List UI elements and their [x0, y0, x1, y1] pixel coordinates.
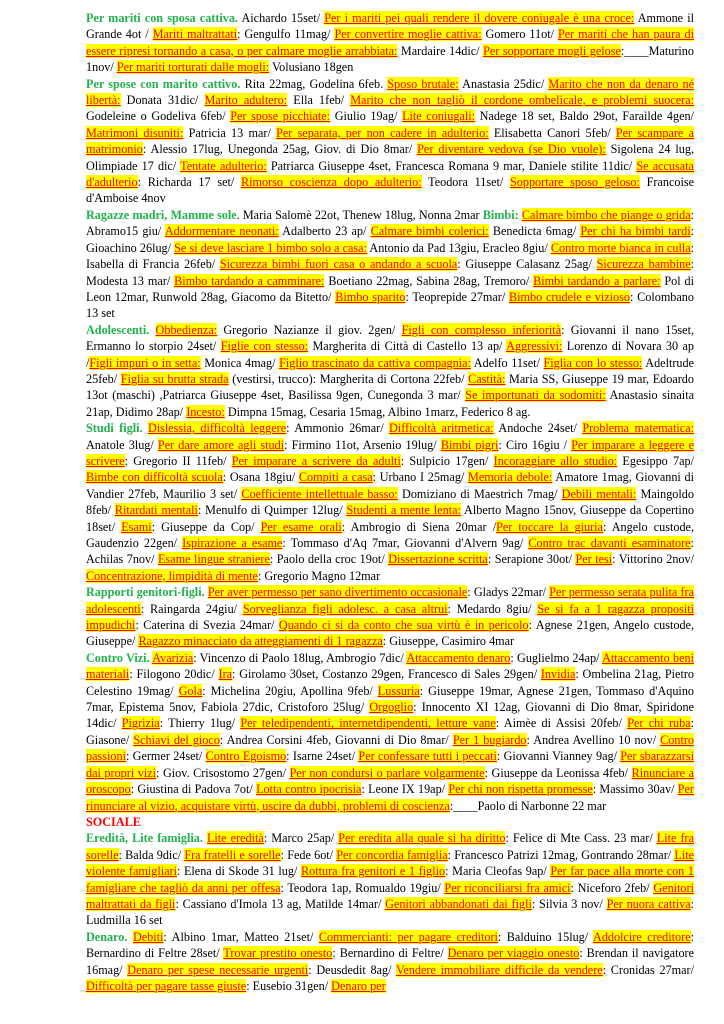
- highlighted-topic: Per teledipendenti, internetdipendenti, letture vane: [240, 716, 496, 731]
- saint-list-text: : Bernardino di Feltre 28set/: [86, 929, 694, 961]
- saint-list-text: : Ammonio 26mar/: [286, 421, 389, 436]
- highlighted-topic: Ragazzo minacciato da atteggiamenti di 1 ragazza: [138, 634, 383, 649]
- section-title: Eredità, Lite famiglia.: [86, 831, 203, 846]
- saint-list-text: : Francesco Patrizi 12mag, Gontrando 28mar/: [447, 847, 675, 862]
- saint-list-text: : Silvia 3 nov/: [531, 896, 607, 911]
- saint-list-text: : Girolamo 30set, Costanzo 29gen, Francesco di Sales 29gen/: [232, 667, 541, 682]
- saint-list-text: : Ombelina 21ag, Pietro Celestino 19mag/: [86, 667, 695, 698]
- highlighted-topic: Per sopportare mogli gelose: [483, 43, 621, 58]
- highlighted-topic: Sicurezza bimbi fuori casa o andando a scuola: [219, 257, 458, 272]
- highlighted-topic: Per imparare a scrivere da adulti: [231, 453, 401, 468]
- highlighted-topic: Bimbi pigri: [440, 437, 499, 452]
- highlighted-topic: Per riconciliarsi fra amici: [444, 880, 571, 895]
- saint-list-text: : Giuseppe, Casimiro 4mar: [382, 634, 515, 649]
- highlighted-topic: Lotta contro ipocrisia: [256, 782, 362, 797]
- highlighted-topic: Per aver permesso per sano divertimento occasionale: [207, 585, 468, 600]
- saint-list-text: : Isarne 24set/: [286, 749, 359, 764]
- saint-list-text: : Brendan il navigatore 16mag/: [86, 946, 695, 977]
- highlighted-topic: Figlie con stesso:: [220, 339, 309, 354]
- saint-list-text: Pol di Leon 12mar, Runwold 28ag, Giacomo da Bitetto/: [86, 273, 694, 304]
- highlighted-topic: Denaro per viaggio onesto: [447, 946, 580, 961]
- highlighted-topic: Tentate adulterio:: [180, 158, 267, 173]
- saint-list-text: :____Maturino 1nov/: [86, 43, 694, 75]
- saint-list-text: : Massimo 30av/: [592, 782, 678, 797]
- saint-list-text: : Paolo della croc 19ot/: [269, 552, 389, 567]
- highlighted-topic: Per non condursi o parlare volgarmente: [289, 765, 485, 780]
- saint-list-text: : Leone IX 19ap/: [361, 782, 449, 797]
- highlighted-topic: Marito che non tagliò il cordone ombelicale, e problemi suocera:: [350, 93, 694, 108]
- saint-list-text: : Marco 25ap/: [263, 831, 339, 846]
- saint-list-text: : Osana 18giu/: [222, 470, 299, 485]
- saint-list-text: Antonio da Pad 13giu, Eracleo 8giu/: [366, 240, 551, 255]
- highlighted-topic: Contro Egoismo: [205, 749, 287, 764]
- highlighted-topic: Lite eredità: [206, 831, 264, 846]
- saint-list-text: : Balduino 15lug/: [497, 929, 594, 944]
- highlighted-topic: Bimbo tardando a camminare:: [174, 273, 325, 288]
- saint-list-text: Giulio 19ag/: [330, 109, 403, 124]
- highlighted-topic: Bimbe con difficoltà scuola: [86, 470, 223, 485]
- saint-list-text: : Innocento XI 12ag, Giovanni di Dio 8mar, Spiridone 14dic/: [86, 700, 695, 731]
- saint-list-text: : Giuseppe 19mar, Agnese 21gen, Tommaso d'Aquino 7mar, Epistema 5nov, Fabiola 27dic, Cristoforo 25lug/: [86, 683, 695, 715]
- highlighted-topic: Per permesso serata pulita fra adolescenti: [86, 585, 695, 616]
- highlighted-topic: Avarizia: [152, 650, 194, 665]
- highlighted-topic: Invidia: [540, 667, 576, 682]
- highlighted-topic: Sorveglianza figli adolesc. a casa altrui: [242, 601, 448, 616]
- saint-list-text: : Michelina 20giu, Apollina 9feb/: [202, 683, 378, 698]
- saint-list-text: Aichardo 15set/: [238, 11, 325, 25]
- highlighted-topic: Contro trac davanti esaminatore: [528, 536, 691, 550]
- highlighted-topic: Obbedienza:: [155, 322, 218, 337]
- highlighted-topic: Esami: [121, 519, 152, 534]
- saint-list-text: : Vittorino 2nov/: [612, 552, 695, 567]
- paragraph: [86, 420, 694, 584]
- saint-list-text: Patricia 13 mar/: [183, 125, 277, 140]
- highlighted-topic: Per 1 bugiardo: [452, 732, 527, 747]
- highlighted-topic: Per sbarazzarsi dai propri vizi: [86, 749, 694, 780]
- saint-list-text: : Urbano I 25mag/: [372, 470, 468, 485]
- saint-list-text: (vestirsi, trucco): Margherita di Cortona 22feb/: [228, 371, 469, 386]
- paragraph: [86, 650, 694, 814]
- highlighted-topic: Per esame orali: [260, 519, 342, 534]
- highlighted-topic: Pigrizia: [121, 716, 160, 731]
- saint-list-text: Anastasio sinaita 21ap, Didimo 28ap/: [86, 388, 694, 419]
- saint-list-text: : Ludmilla 16 set: [86, 896, 694, 928]
- saint-list-text: : Thierry 1lug/: [159, 716, 241, 731]
- highlighted-topic: Figli impuri o in setta:: [89, 355, 201, 370]
- saint-list-text: : Giov. Crisostomo 27gen/: [156, 765, 290, 780]
- highlighted-topic: Schiavi del gioco: [133, 732, 220, 747]
- highlighted-topic: Matrimoni disuniti:: [86, 125, 184, 140]
- highlighted-topic: Genitori abbandonati dai figli: [385, 896, 532, 911]
- highlighted-topic: Marito adultero:: [204, 93, 288, 108]
- saint-list-text: Amatore 1mag, Giovanni di Vandier 27feb, Maurilio 3 set/: [86, 470, 694, 501]
- saint-list-text: : Abramo15 giu/: [86, 207, 694, 239]
- saint-list-text: Margherita di Città di Castello 13 ap/: [308, 339, 507, 354]
- highlighted-topic: Se accusata d'adulterio: [86, 158, 694, 190]
- highlighted-topic: Addormentare neonati:: [164, 224, 279, 239]
- highlighted-topic: Vendere immobiliare difficile da vendere: [395, 962, 603, 977]
- saint-list-text: : Bernardino di Feltre/: [332, 946, 448, 961]
- highlighted-topic: Castità:: [468, 371, 506, 386]
- saint-list-text: Ammone il Grande 4ot /: [86, 11, 694, 42]
- saint-list-text: : Deusdedit 8ag/: [308, 962, 396, 977]
- saint-list-text: Godeleine o Godeliva 6feb/: [86, 109, 231, 124]
- saint-list-text: : Richarda 17 set/: [137, 175, 241, 190]
- highlighted-topic: Per chi ruba: [627, 716, 691, 731]
- saint-list-text: Egesippo 7ap/: [617, 453, 694, 468]
- saint-list-text: : Modesta 13 mar/: [86, 257, 695, 288]
- saint-list-text: : Gioachino 26lug/: [86, 224, 694, 255]
- section-title: Denaro.: [86, 929, 128, 944]
- saint-list-text: : Gengulfo 11mag/: [237, 27, 335, 42]
- highlighted-topic: Per scampare a matrimonio: [86, 125, 694, 157]
- highlighted-topic: Bimbi tardando a parlare:: [533, 273, 661, 288]
- highlighted-topic: Aggressivi:: [506, 339, 563, 354]
- saint-list-text: Anatole 3lug/: [86, 437, 158, 452]
- highlighted-topic: Se importunati da sodomiti:: [465, 388, 606, 403]
- highlighted-topic: Fra fratelli e sorelle: [184, 847, 281, 862]
- saint-list-text: : Eusebio 31gen/: [246, 978, 332, 993]
- highlighted-topic: Rottura fra genitori e 1 figlio: [301, 864, 446, 879]
- highlighted-topic: Esame lingue straniere: [157, 552, 270, 567]
- saint-list-text: : Andrea Corsini 4feb, Giovanni di Dio 8mar/: [219, 732, 453, 747]
- highlighted-topic: Attaccamento beni materiali: [86, 650, 694, 682]
- highlighted-topic: Calmare bimbo che piange o grida: [521, 207, 691, 222]
- highlighted-topic: Per eredita alla quale si ha diritto: [338, 831, 506, 846]
- section-title: Contro Vizi.: [86, 650, 150, 665]
- saint-list-text: Nadege 18 set, Baldo 29ot, Faraìlde 4gen/: [475, 109, 694, 124]
- highlighted-topic: Se si deve lasciare 1 bimbo solo a casa:: [174, 240, 367, 255]
- highlighted-topic: Se si fa a 1 ragazza propositi impudichi: [86, 601, 695, 633]
- saint-list-text: Ella 1feb/: [287, 93, 351, 108]
- saint-list-text: Maria SS, Giuseppe 19 mar, Edoardo 13ot (maschi) ,Patriarca Giuseppe 4set, Basilissa 9gen, Cunegonda 3 mar/: [86, 371, 694, 403]
- paragraph: [86, 830, 694, 928]
- highlighted-topic: Figlio trascinato da cattiva compagnia:: [279, 355, 471, 370]
- saint-list-text: Volusiano 18gen: [269, 60, 354, 75]
- paragraph: [86, 76, 694, 207]
- section-title: Adolescenti.: [86, 322, 150, 337]
- highlighted-topic: Debili mentali:: [561, 486, 637, 501]
- highlighted-topic: Ira: [218, 667, 233, 682]
- saint-list-text: Maingoldo 8feb/: [86, 486, 694, 518]
- saint-list-text: : Sulpicio 17gen/: [400, 453, 494, 468]
- saint-list-text: Adelfo 11set/: [470, 355, 544, 370]
- highlighted-topic: Lite fra sorelle: [86, 831, 694, 862]
- highlighted-topic: Per mariti che han paura di essere ripresi tornando a casa, o per calmare moglie arrabbiata:: [86, 27, 695, 58]
- saint-list-text: : Giustina di Padova 7ot/: [130, 782, 257, 797]
- section-title: Per mariti con sposa cattiva.: [86, 11, 239, 25]
- saint-list-text: : Teoprepide 27mar/: [405, 289, 510, 304]
- saint-list-text: : Gladys 22mar/: [467, 585, 550, 600]
- paragraph: [86, 207, 694, 322]
- saint-list-text: : Fede 6ot/: [280, 847, 337, 862]
- paragraph: [86, 322, 694, 420]
- section-title: Rapporti genitori-figli.: [86, 585, 205, 600]
- saint-list-text: : Caterina di Svezia 24mar/: [135, 618, 279, 633]
- saint-list-text: Lorenzo di Novara 30 ap /: [86, 339, 695, 370]
- highlighted-topic: Debiti: [132, 929, 164, 944]
- highlighted-topic: Denaro per spese necessarie urgenti: [127, 962, 309, 977]
- saint-list-text: : Aimèe di Assisi 20feb/: [495, 716, 628, 731]
- highlighted-topic: Coefficiente intellettuale basso:: [241, 486, 398, 501]
- highlighted-topic: Figli con complesso inferiorità: [401, 322, 562, 337]
- saint-list-text: : Raingarda 24giu/: [140, 601, 243, 616]
- highlighted-topic: Mariti maltrattati: [152, 27, 238, 42]
- saint-list-text: : Filogono 20dic/: [129, 667, 219, 682]
- saint-list-text: : Albino 1mar, Matteo 21set/: [163, 929, 319, 944]
- saint-list-text: : Guglielmo 24ap/: [510, 650, 603, 665]
- highlighted-topic: Per dare amore agli studi: [157, 437, 285, 452]
- highlighted-topic: Sopportare sposo geloso:: [509, 175, 640, 190]
- highlighted-topic: Lite violente famigliari: [86, 847, 695, 879]
- highlighted-topic: Genitori maltrattati da figli: [86, 880, 694, 911]
- saint-list-text: : Cronidas 27mar/: [602, 962, 695, 977]
- saint-list-text: Mardaire 14dic/: [397, 43, 484, 58]
- saint-list-text: : Felice di Mte Cass. 23 mar/: [505, 831, 657, 846]
- saint-list-text: :____Paolo di Narbonne 22 mar: [449, 798, 607, 813]
- saint-list-text: Patriarca Giuseppe 4set, Francesca Romana 9 mar, Daniele stilite 11dic/: [266, 158, 637, 173]
- highlighted-topic: Ispirazione a esame: [182, 536, 283, 550]
- saint-list-text: : Menulfo di Quimper 12lug/: [197, 503, 347, 518]
- highlighted-topic: Dislessia, difficoltà leggere: [147, 421, 287, 436]
- saint-list-text: Benedicta 6mag/: [488, 224, 581, 239]
- highlighted-topic: Lussuria: [377, 683, 420, 698]
- highlighted-topic: Incesto:: [186, 404, 225, 419]
- saint-list-text: [149, 323, 155, 337]
- saint-list-text: : Angelo custode, Gaudenzio 22gen/: [86, 519, 694, 550]
- highlighted-topic: Per i mariti pei quali rendere il dovere coniugale è una croce:: [324, 11, 635, 25]
- saint-list-text: : Medardo 8giu/: [447, 601, 538, 616]
- highlighted-topic: Gola: [178, 683, 203, 698]
- saint-list-text: Dimpna 15mag, Cesaria 15mag, Albino 1marz, Federico 8 ag.: [224, 404, 531, 419]
- saint-list-text: Sigolena 24 lug, Olimpiade 17 dic/: [86, 142, 694, 173]
- saint-list-text: : Isabella di Francia 26feb/: [86, 240, 695, 272]
- highlighted-topic: Per rinunciare al vizio, acquistare virtù, uscire da dubbi, problemi di coscienza: [86, 782, 694, 813]
- saint-list-text: Adalberto 23 ap/: [278, 224, 371, 239]
- highlighted-topic: Difficoltà aritmetica:: [389, 421, 494, 436]
- highlighted-topic: Per mariti torturati dalle mogli:: [116, 60, 270, 75]
- saint-list-text: : Firmino 11ot, Arsenio 19lug/: [284, 437, 441, 452]
- highlighted-topic: Per diventare vedova (se Dio vuole):: [417, 142, 606, 157]
- highlighted-topic: Per chi non rispetta promesse: [448, 782, 593, 797]
- saint-list-text: Donata 31dic/: [120, 93, 205, 108]
- highlighted-topic: Problema matematica:: [582, 421, 694, 436]
- saint-list-text: Francoise d'Amboise 4nov: [86, 175, 694, 206]
- paragraph: [86, 584, 694, 650]
- paragraph: [86, 929, 694, 995]
- saint-list-text: : Cassiano d'Imola 13 ag, Matilde 14mar/: [175, 896, 386, 911]
- saint-list-text: . Maria Salomè 22ot, Thenew 18lug, Nonna 2mar: [236, 207, 483, 222]
- saint-list-text: : Colombano 13 set: [86, 289, 694, 321]
- highlighted-topic: Per separata, per non cadere in adulterio:: [276, 125, 489, 140]
- highlighted-topic: Per imparare a leggere e scrivere: [86, 437, 695, 468]
- saint-list-text: : Tommaso d'Aq 7mar, Giovanni d'Alvern 9ag/: [282, 536, 529, 550]
- highlighted-topic: Lite coniugali:: [402, 109, 476, 124]
- highlighted-topic: Rimorso coscienza dopo adulterio:: [241, 175, 422, 190]
- highlighted-topic: Compiti a casa: [298, 470, 373, 485]
- highlighted-topic: Commercianti: per pagare creditori: [318, 929, 498, 944]
- saint-list-text: Boetiano 22mag, Sabina 28ag, Tremoro/: [324, 273, 534, 288]
- highlighted-topic: Bimbo crudele e vizioso: [509, 289, 630, 304]
- highlighted-topic: Per confessare tutti i peccati: [358, 749, 497, 764]
- saint-list-text: Monica 4mag/: [200, 355, 280, 370]
- saint-list-text: : Vincenzo di Paolo 18lug, Ambrogio 7dic/: [193, 650, 407, 665]
- highlighted-topic: Figlia su brutta strada: [120, 371, 229, 386]
- saint-list-text: : Teodora 1ap, Romualdo 19giu/: [280, 880, 445, 895]
- highlighted-topic: Quando ci si da conto che sua virtù è in pericolo: [278, 618, 529, 633]
- saint-list-text: : Serapione 30ot/: [487, 552, 576, 567]
- saint-list-text: : Niceforo 2feb/: [570, 880, 654, 895]
- saint-list-text: Alberto Magno 15nov, Giuseppe da Copertino 18set/: [86, 503, 695, 534]
- saint-list-text: : Giovanni Vianney 9ag/: [496, 749, 621, 764]
- highlighted-topic: Difficoltà per pagare tasse giuste: [86, 978, 247, 993]
- highlighted-topic: Incoraggiare allo studio:: [493, 453, 618, 468]
- highlighted-topic: Studenti a mente lenta:: [346, 503, 461, 518]
- saint-list-text: : Germer 24set/: [125, 749, 206, 764]
- highlighted-topic: Addolcire creditore: [593, 929, 691, 944]
- section-title: Per spose con marito cattivo.: [86, 76, 241, 91]
- saint-list-text: : Maria Cleofas 9ap/: [445, 864, 551, 879]
- highlighted-topic: Rinunciare a oroscopo: [86, 765, 694, 797]
- saint-list-text: : Agnese 21gen, Angelo custode, Giuseppe/: [86, 618, 695, 649]
- highlighted-topic: Attaccamento denaro: [406, 650, 511, 665]
- highlighted-topic: Sposo brutale:: [387, 76, 459, 91]
- saint-list-text: : Giovanni il nano 15set, Ermanno lo storpio 24set/: [86, 322, 694, 354]
- highlighted-topic: Contro passioni: [86, 732, 695, 764]
- saint-list-text: Andoche 24set/: [493, 421, 583, 436]
- highlighted-topic: Per convertire moglie cattiva:: [334, 27, 482, 42]
- saint-list-text: : Giuseppe Calasanz 25ag/: [457, 257, 597, 272]
- saint-list-text: : Alessio 17lug, Unegonda 25ag, Giov. di Dio 8mar/: [142, 142, 418, 157]
- highlighted-topic: Concentrazione, limpidità di mente: [86, 568, 258, 583]
- highlighted-topic: Per chi ha bimbi tardi: [580, 224, 691, 239]
- highlighted-topic: Orgoglio: [369, 700, 414, 715]
- highlighted-topic: Memoria debole:: [468, 470, 553, 485]
- paragraph: [86, 10, 694, 76]
- saint-list-text: : Giasone/: [86, 716, 694, 747]
- section-title: Bimbi:: [482, 207, 519, 222]
- saint-list-text: Gomero 11ot/: [481, 27, 558, 42]
- saint-list-text: Anastasia 25dic/: [458, 76, 549, 91]
- saint-list-text: : Elena di Skode 31 lug/: [176, 864, 302, 879]
- saint-list-text: : Achilas 7nov/: [86, 536, 694, 567]
- highlighted-topic: Denaro per: [331, 978, 386, 993]
- saint-list-text: : Gregorio II 11feb/: [124, 453, 232, 468]
- highlighted-topic: Per spose picchiate:: [230, 109, 331, 124]
- saint-list-text: : Balda 9dic/: [118, 847, 185, 862]
- saint-list-text: : Ciro 16giu /: [498, 437, 572, 452]
- highlighted-topic: Marito che non da denaro né libertà:: [86, 76, 695, 108]
- saint-list-text: Adeltrude 25feb/: [86, 355, 695, 386]
- saint-list-text: : Giuseppe da Cop/: [151, 519, 261, 534]
- saint-list-text: Rita 22mag, Godelina 6feb.: [240, 76, 388, 91]
- section-heading-sociale: SOCIALE: [86, 814, 141, 829]
- highlighted-topic: Dissertazione scritta: [388, 552, 488, 567]
- saint-list-text: : Gregorio Magno 12mar: [257, 568, 381, 583]
- saint-list-text: Elisabetta Canori 5feb/: [488, 125, 616, 140]
- section-title: Studi figli.: [86, 421, 143, 436]
- highlighted-topic: Calmare bimbi colerici:: [370, 224, 489, 239]
- saint-list-text: : Andrea Avellino 10 nov/: [526, 732, 661, 747]
- highlighted-topic: Contro morte bianca in culla: [550, 240, 691, 255]
- highlighted-topic: Per concordia famiglia: [336, 847, 448, 862]
- highlighted-topic: Per nuora cattiva: [606, 896, 691, 911]
- saint-list-text: Gregorio Nazianze il giov. 2gen/: [217, 322, 402, 337]
- saint-list-text: : Giuseppe da Leonissa 4feb/: [484, 765, 632, 780]
- saint-list-text: Domiziano di Maestrich 7mag/: [397, 486, 562, 501]
- highlighted-topic: Per tesi: [575, 552, 613, 567]
- highlighted-topic: Figlia con lo stesso:: [543, 355, 643, 370]
- highlighted-topic: Per far pace alla morte con 1 famigliare che tagliò da anni per offesa: [86, 864, 694, 895]
- highlighted-topic: Ritardati mentali: [114, 503, 198, 518]
- saint-list-text: : Ambrogio di Siena 20mar /: [341, 519, 497, 534]
- section-title: Ragazze madri, Mamme sole: [86, 207, 237, 222]
- highlighted-topic: Per toccare la giuria: [496, 519, 603, 534]
- highlighted-topic: Bimbo sparito: [335, 289, 406, 304]
- highlighted-topic: Trovar prestito onesto: [223, 946, 333, 961]
- highlighted-topic: Sicurezza bambine: [596, 257, 691, 272]
- saint-list-text: Teodora 11set/: [421, 175, 510, 190]
